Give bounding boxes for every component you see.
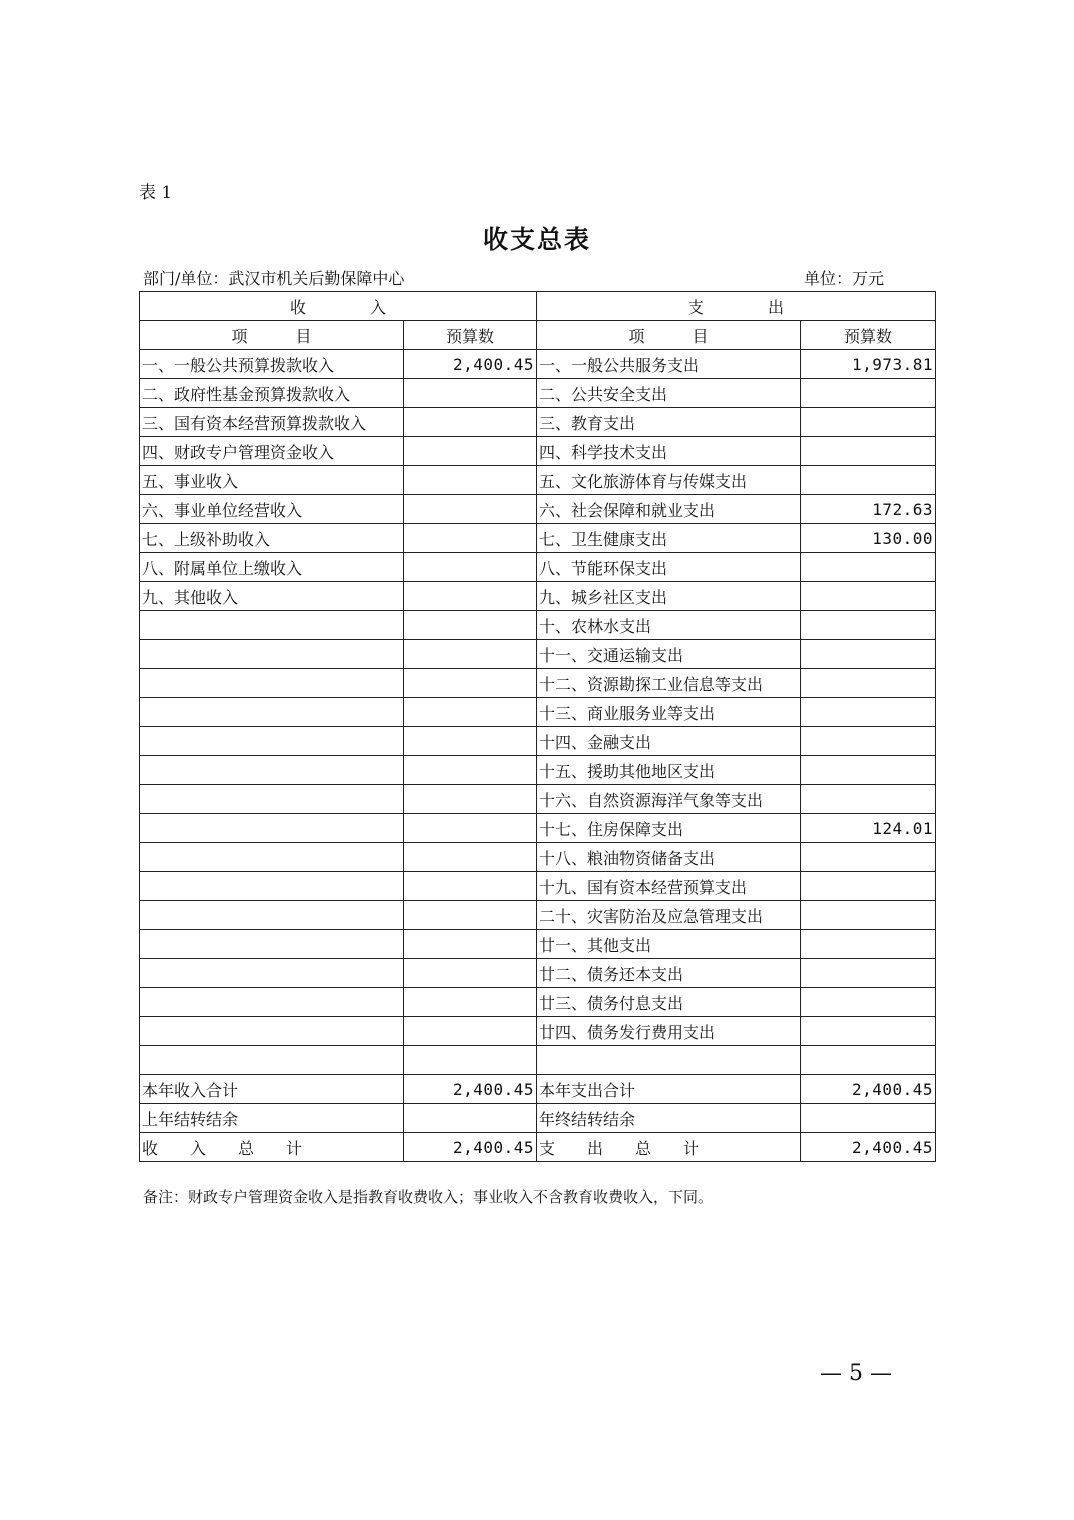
- income-amount-cell: [404, 611, 537, 640]
- income-amount-cell: [404, 872, 537, 901]
- table-row: [140, 1046, 936, 1075]
- table-row: [140, 524, 936, 553]
- expense-item-cell: 廿四、债务发行费用支出: [537, 1017, 801, 1046]
- income-amount-cell: 2,400.45: [404, 1133, 537, 1162]
- expense-amount-cell: [801, 640, 936, 669]
- expense-item-cell: 十一、交通运输支出: [537, 640, 801, 669]
- expense-amount-cell: 130.00: [801, 524, 936, 553]
- expense-item-cell: 年终结转结余: [537, 1104, 801, 1133]
- table-row: [140, 1133, 936, 1162]
- expense-item-cell: 十四、金融支出: [537, 727, 801, 756]
- income-budget-header: 预算数: [404, 321, 537, 350]
- expense-item-cell: 一、一般公共服务支出: [537, 350, 801, 379]
- income-amount-cell: [404, 959, 537, 988]
- table-row: [140, 756, 936, 785]
- expense-item-cell: 支 出 总 计: [537, 1133, 801, 1162]
- expense-item-cell: 廿二、债务还本支出: [537, 959, 801, 988]
- expense-amount-cell: [801, 553, 936, 582]
- expense-amount-cell: [801, 756, 936, 785]
- expense-amount-cell: [801, 785, 936, 814]
- expense-item-cell: 二十、灾害防治及应急管理支出: [537, 901, 801, 930]
- expense-item-cell: 十七、住房保障支出: [537, 814, 801, 843]
- income-item-cell: 二、政府性基金预算拨款收入: [140, 379, 404, 408]
- income-item-cell: 三、国有资本经营预算拨款收入: [140, 408, 404, 437]
- unit-label: 单位：万元: [804, 269, 885, 288]
- income-item-cell: [140, 756, 404, 785]
- table-row: [140, 466, 936, 495]
- income-section-header: 收 入: [140, 292, 537, 321]
- income-amount-cell: [404, 495, 537, 524]
- income-amount-cell: [404, 727, 537, 756]
- income-item-cell: [140, 872, 404, 901]
- expense-amount-cell: [801, 872, 936, 901]
- table-row: [140, 727, 936, 756]
- income-item-cell: [140, 611, 404, 640]
- expense-item-cell: 十八、粮油物资储备支出: [537, 843, 801, 872]
- expense-amount-cell: 2,400.45: [801, 1133, 936, 1162]
- footnote: 备注：财政专户管理资金收入是指教育收费收入；事业收入不含教育收费收入，下同。: [143, 1188, 714, 1206]
- income-item-cell: [140, 901, 404, 930]
- income-amount-cell: [404, 698, 537, 727]
- income-amount-cell: 2,400.45: [404, 1075, 537, 1104]
- income-item-cell: 五、事业收入: [140, 466, 404, 495]
- expense-section-header: 支 出: [537, 292, 936, 321]
- expense-item-cell: 十六、自然资源海洋气象等支出: [537, 785, 801, 814]
- income-item-cell: [140, 930, 404, 959]
- income-amount-cell: [404, 466, 537, 495]
- table-row: [140, 959, 936, 988]
- department-label: 部门/单位：武汉市机关后勤保障中心: [143, 269, 405, 288]
- expense-amount-cell: [801, 582, 936, 611]
- table-row: [140, 930, 936, 959]
- income-amount-cell: [404, 785, 537, 814]
- income-item-cell: 一、一般公共预算拨款收入: [140, 350, 404, 379]
- income-amount-cell: [404, 379, 537, 408]
- expense-budget-header: 预算数: [801, 321, 936, 350]
- income-item-cell: [140, 785, 404, 814]
- table-row: [140, 495, 936, 524]
- table-row: [140, 1075, 936, 1104]
- expense-amount-cell: 124.01: [801, 814, 936, 843]
- expense-item-cell: 九、城乡社区支出: [537, 582, 801, 611]
- income-item-cell: 九、其他收入: [140, 582, 404, 611]
- income-item-cell: 七、上级补助收入: [140, 524, 404, 553]
- expense-item-cell: 四、科学技术支出: [537, 437, 801, 466]
- income-item-cell: 本年收入合计: [140, 1075, 404, 1104]
- expense-amount-cell: [801, 988, 936, 1017]
- expense-item-cell: 二、公共安全支出: [537, 379, 801, 408]
- income-amount-cell: [404, 582, 537, 611]
- expense-item-cell: 十九、国有资本经营预算支出: [537, 872, 801, 901]
- income-amount-cell: [404, 640, 537, 669]
- table-row: [140, 640, 936, 669]
- expense-item-cell: 十二、资源勘探工业信息等支出: [537, 669, 801, 698]
- expense-item-cell: 十、农林水支出: [537, 611, 801, 640]
- income-item-cell: [140, 640, 404, 669]
- expense-amount-cell: [801, 611, 936, 640]
- income-item-cell: [140, 1046, 404, 1075]
- income-item-cell: [140, 727, 404, 756]
- table-row: [140, 901, 936, 930]
- page-number: — 5 —: [820, 1361, 892, 1386]
- income-item-cell: [140, 698, 404, 727]
- expense-amount-cell: [801, 930, 936, 959]
- expense-amount-cell: [801, 959, 936, 988]
- table-row: [140, 582, 936, 611]
- page-title: 收支总表: [482, 225, 591, 254]
- expense-amount-cell: [801, 466, 936, 495]
- income-amount-cell: [404, 756, 537, 785]
- table-row: [140, 785, 936, 814]
- income-amount-cell: [404, 437, 537, 466]
- table-row: [140, 814, 936, 843]
- expense-amount-cell: [801, 843, 936, 872]
- expense-item-cell: 十三、商业服务业等支出: [537, 698, 801, 727]
- expense-item-header: 项 目: [537, 321, 801, 350]
- income-item-cell: [140, 1017, 404, 1046]
- table-row: [140, 437, 936, 466]
- expense-amount-cell: [801, 698, 936, 727]
- expense-amount-cell: [801, 408, 936, 437]
- expense-item-cell: 五、文化旅游体育与传媒支出: [537, 466, 801, 495]
- table-row: [140, 843, 936, 872]
- income-amount-cell: [404, 988, 537, 1017]
- header-row-sections: [140, 292, 936, 321]
- income-amount-cell: [404, 1046, 537, 1075]
- income-item-cell: 六、事业单位经营收入: [140, 495, 404, 524]
- budget-table: [139, 291, 936, 1162]
- table-row: [140, 611, 936, 640]
- expense-amount-cell: [801, 669, 936, 698]
- income-amount-cell: [404, 553, 537, 582]
- expense-item-cell: 七、卫生健康支出: [537, 524, 801, 553]
- table-number: 表 1: [139, 183, 173, 203]
- expense-item-cell: 廿三、债务付息支出: [537, 988, 801, 1017]
- expense-item-cell: 本年支出合计: [537, 1075, 801, 1104]
- expense-amount-cell: [801, 1104, 936, 1133]
- expense-item-cell: 六、社会保障和就业支出: [537, 495, 801, 524]
- income-amount-cell: 2,400.45: [404, 350, 537, 379]
- income-item-header: 项 目: [140, 321, 404, 350]
- income-amount-cell: [404, 1017, 537, 1046]
- expense-amount-cell: [801, 379, 936, 408]
- table-row: [140, 988, 936, 1017]
- income-item-cell: 上年结转结余: [140, 1104, 404, 1133]
- income-amount-cell: [404, 814, 537, 843]
- table-row: [140, 669, 936, 698]
- table-row: [140, 350, 936, 379]
- income-amount-cell: [404, 930, 537, 959]
- income-item-cell: [140, 669, 404, 698]
- expense-item-cell: 十五、援助其他地区支出: [537, 756, 801, 785]
- table-row: [140, 1104, 936, 1133]
- table-row: [140, 408, 936, 437]
- expense-amount-cell: [801, 1017, 936, 1046]
- expense-item-cell: 八、节能环保支出: [537, 553, 801, 582]
- expense-amount-cell: [801, 437, 936, 466]
- income-item-cell: [140, 959, 404, 988]
- expense-amount-cell: [801, 727, 936, 756]
- income-amount-cell: [404, 1104, 537, 1133]
- income-amount-cell: [404, 524, 537, 553]
- income-item-cell: [140, 814, 404, 843]
- table-row: [140, 379, 936, 408]
- expense-amount-cell: [801, 1046, 936, 1075]
- income-item-cell: 四、财政专户管理资金收入: [140, 437, 404, 466]
- expense-item-cell: 廿一、其他支出: [537, 930, 801, 959]
- income-amount-cell: [404, 843, 537, 872]
- table-row: [140, 553, 936, 582]
- income-amount-cell: [404, 408, 537, 437]
- income-item-cell: 收 入 总 计: [140, 1133, 404, 1162]
- income-amount-cell: [404, 901, 537, 930]
- expense-amount-cell: 2,400.45: [801, 1075, 936, 1104]
- income-amount-cell: [404, 669, 537, 698]
- expense-item-cell: [537, 1046, 801, 1075]
- income-item-cell: 八、附属单位上缴收入: [140, 553, 404, 582]
- income-item-cell: [140, 988, 404, 1017]
- expense-amount-cell: 172.63: [801, 495, 936, 524]
- header-row-columns: [140, 321, 936, 350]
- table-row: [140, 872, 936, 901]
- table-row: [140, 698, 936, 727]
- expense-item-cell: 三、教育支出: [537, 408, 801, 437]
- expense-amount-cell: [801, 901, 936, 930]
- income-item-cell: [140, 843, 404, 872]
- expense-amount-cell: 1,973.81: [801, 350, 936, 379]
- table-row: [140, 1017, 936, 1046]
